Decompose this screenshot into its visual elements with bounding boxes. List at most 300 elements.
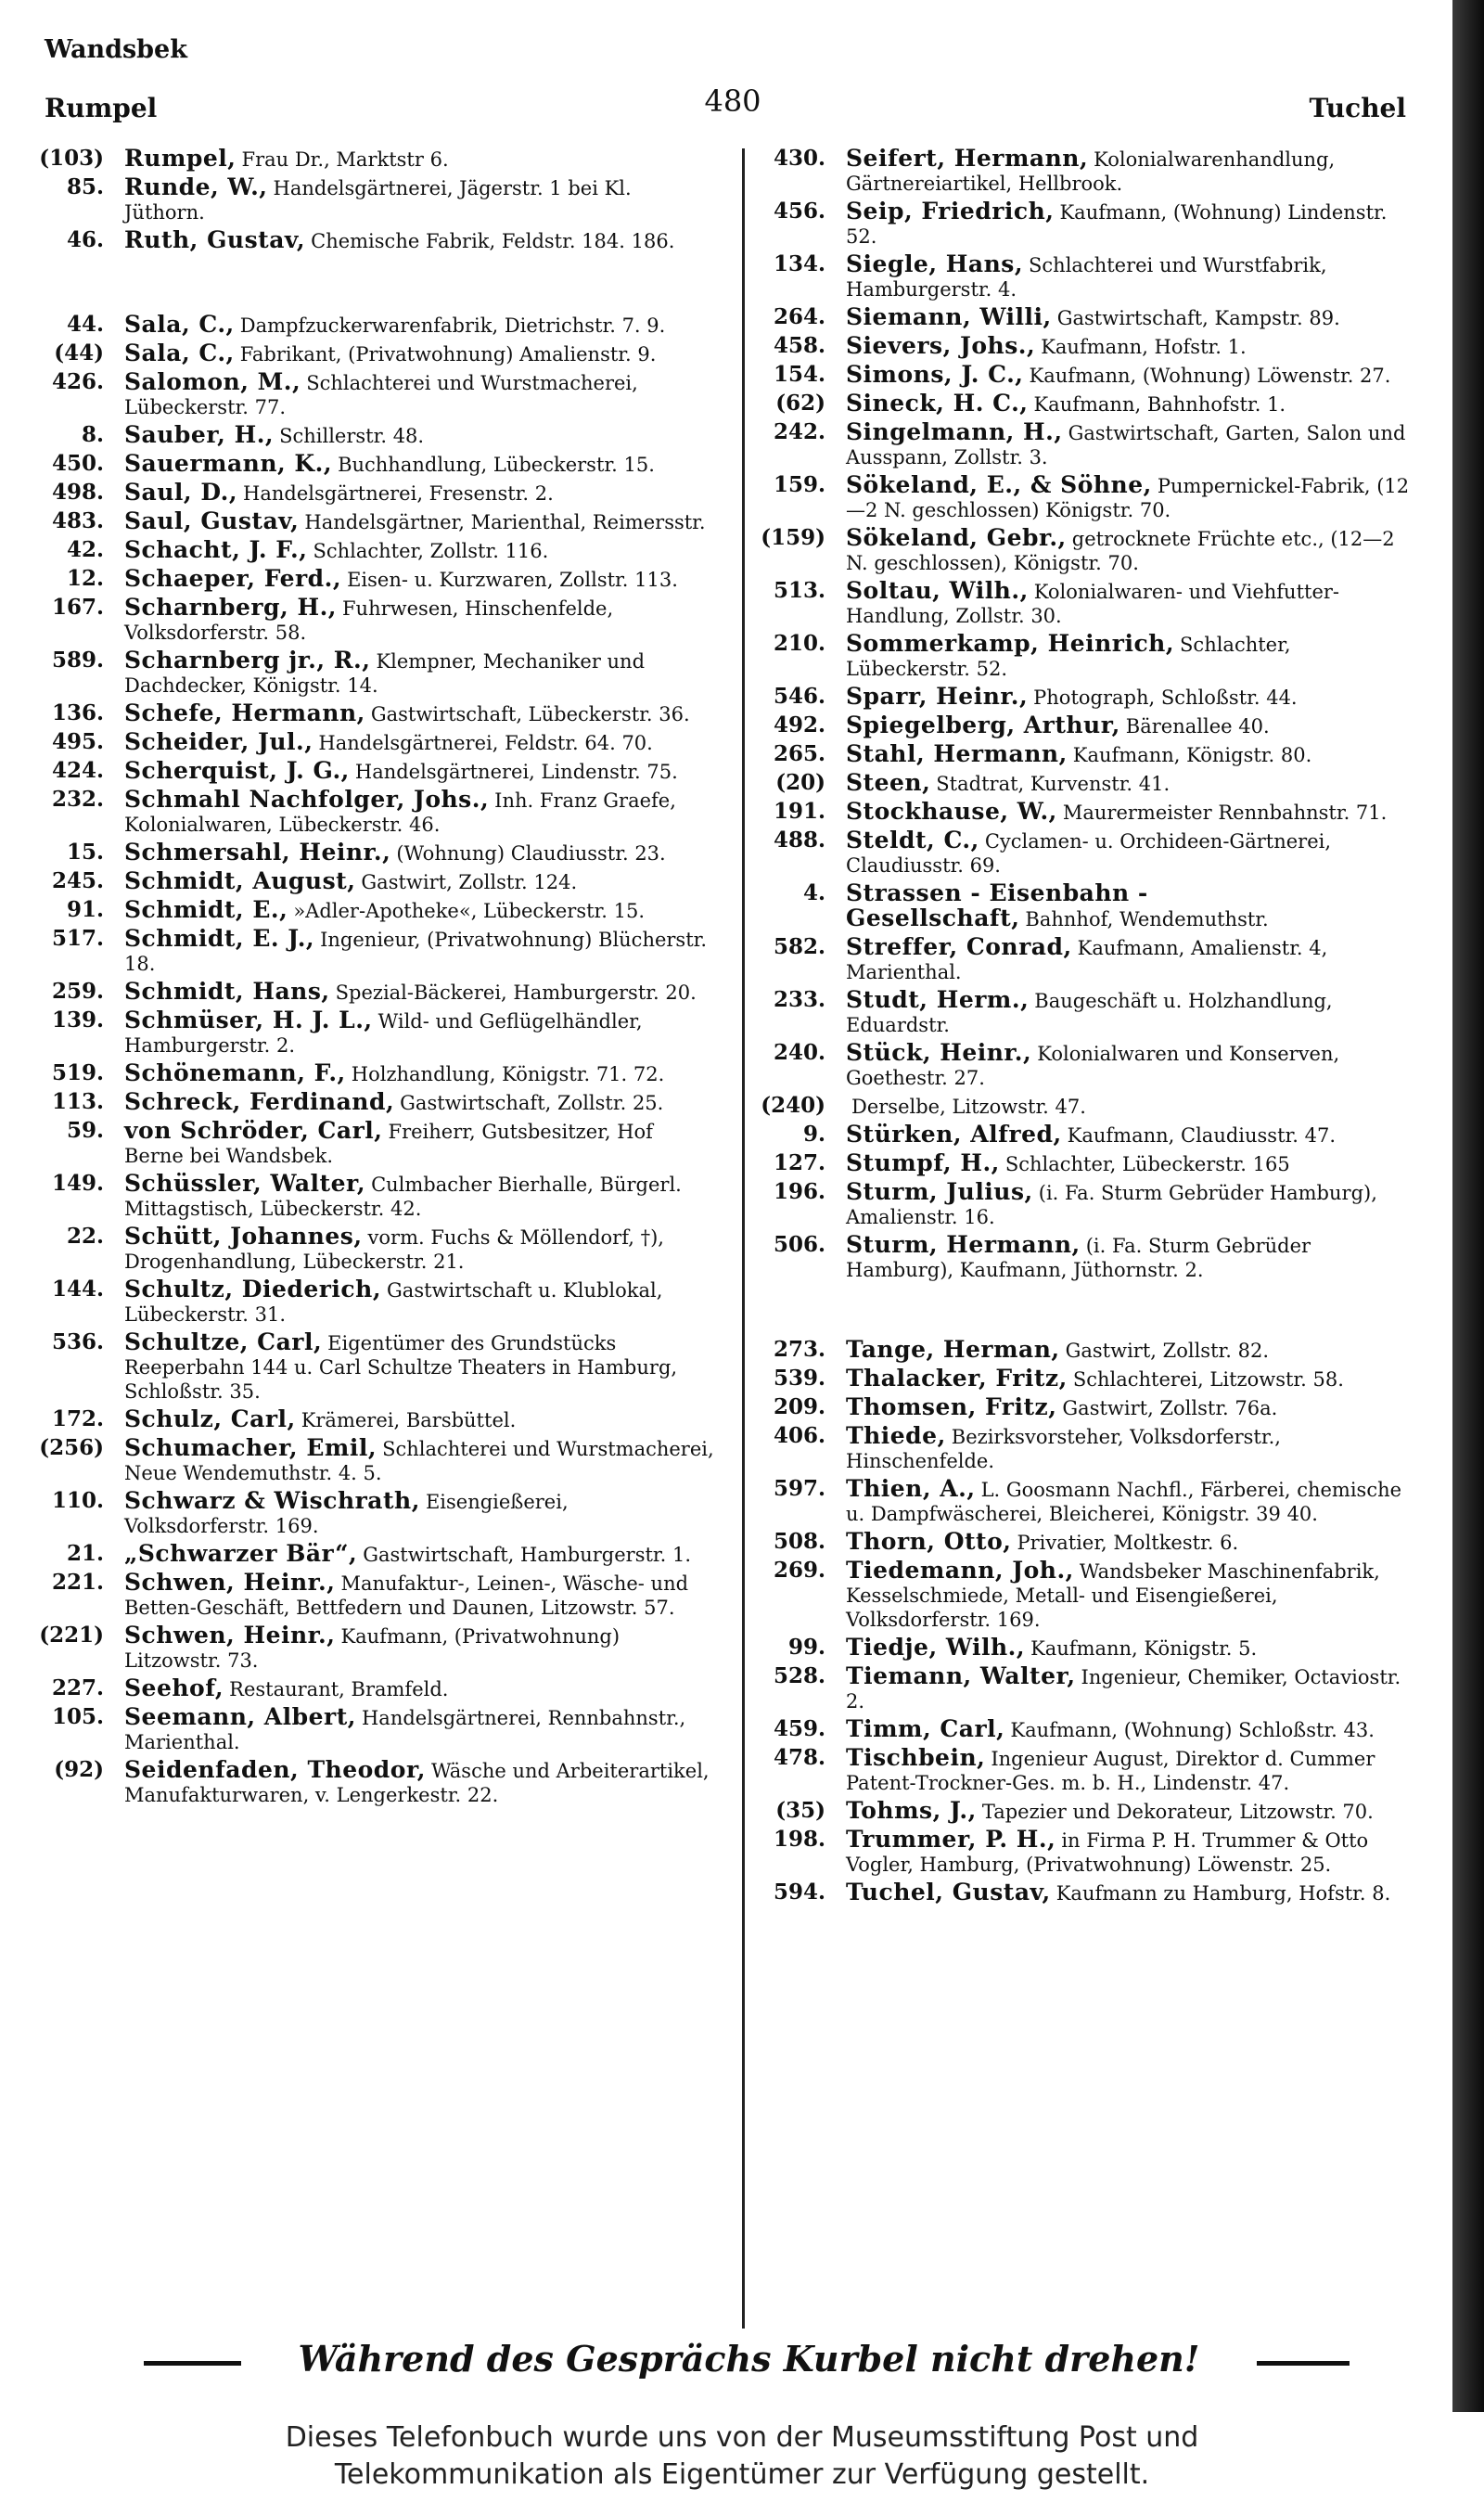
subscriber-details: Handelsgärtnerei, Lindenstr. 75. <box>354 761 678 783</box>
subscriber-details: (i. Fa. Sturm Gebrüder Hamburg), Amalienstr. 16. <box>846 1182 1377 1228</box>
notice-line-2: Telekommunikation als Eigentümer zur Verfügung gestellt. <box>334 2458 1150 2491</box>
subscriber-details: Kaufmann, (Privatwohnung) Litzowstr. 73. <box>124 1625 620 1672</box>
phone-number: 21. <box>66 1541 104 1566</box>
directory-entry <box>761 1799 1421 1824</box>
phone-number: (35) <box>775 1798 825 1823</box>
section-gap <box>39 257 716 313</box>
phone-number: 22. <box>66 1224 104 1249</box>
header-range-start: Rumpel <box>45 93 158 123</box>
subscriber-name: Sturm, Julius, <box>846 1178 1033 1205</box>
subscriber-details: Eisengießerei, Volksdorferstr. 169. <box>124 1491 569 1537</box>
entry-text <box>846 742 1421 767</box>
subscriber-details: Eisen- u. Kurzwaren, Zollstr. 113. <box>347 569 678 591</box>
directory-entry <box>39 1407 716 1432</box>
directory-entry <box>39 1225 716 1274</box>
subscriber-details: Handelsgärtnerei, Feldstr. 64. 70. <box>318 732 653 754</box>
directory-entry <box>39 980 716 1005</box>
subscriber-name: Strassen - Eisenbahn - Gesellschaft, <box>846 879 1148 931</box>
subscriber-details: Handelsgärtnerei, Fresenstr. 2. <box>243 482 554 505</box>
phone-number: 42. <box>66 537 104 562</box>
directory-entry <box>39 1277 716 1327</box>
entry-text <box>124 840 716 866</box>
entry-text <box>846 1880 1421 1905</box>
footer-rule-left <box>144 2361 241 2366</box>
directory-entry <box>761 579 1421 628</box>
subscriber-details: Manufaktur-, Leinen-, Wäsche- und Betten-Geschäft, Bettfedern und Daunen, Litzowstr. 57. <box>124 1572 689 1619</box>
subscriber-name: Timm, Carl, <box>846 1715 1005 1742</box>
directory-entry <box>39 313 716 338</box>
phone-number: (62) <box>775 391 825 416</box>
subscriber-details: Derselbe, Litzowstr. 47. <box>851 1096 1086 1118</box>
entry-text <box>124 147 716 172</box>
directory-entry <box>39 1330 716 1404</box>
subscriber-name: Sauber, H., <box>124 421 275 448</box>
phone-number: 149. <box>51 1171 104 1196</box>
subscriber-name: Rumpel, <box>124 145 237 172</box>
entry-text <box>846 1664 1421 1713</box>
entry-text <box>124 175 716 225</box>
subscriber-name: Schumacher, Emil, <box>124 1434 377 1461</box>
subscriber-details: Inh. Franz Graefe, Kolonialwaren, Lübeckerstr. 46. <box>124 789 676 836</box>
notice-line-1: Dieses Telefonbuch wurde uns von der Museumsstiftung Post und <box>285 2421 1199 2454</box>
entry-text <box>846 881 1421 931</box>
ownership-notice <box>0 2412 1484 2502</box>
subscriber-name: Scharnberg, H., <box>124 594 337 621</box>
phone-number: 506. <box>773 1232 825 1257</box>
subscriber-name: Sineck, H. C., <box>846 390 1029 417</box>
subscriber-name: Schefe, Hermann, <box>124 699 365 726</box>
subscriber-details: Gastwirtschaft, Hamburgerstr. 1. <box>363 1544 692 1566</box>
subscriber-name: Schultze, Carl, <box>124 1328 323 1355</box>
entry-text <box>124 1571 716 1620</box>
directory-entry <box>39 1436 716 1485</box>
subscriber-details: Gastwirtschaft u. Klublokal, Lübeckerstr. 31. <box>124 1279 663 1326</box>
entry-text <box>124 481 716 506</box>
subscriber-name: Saul, D., <box>124 479 238 506</box>
directory-entry <box>39 538 716 563</box>
entry-text <box>124 341 716 366</box>
subscriber-name: Tiedemann, Joh., <box>846 1557 1074 1584</box>
entry-text <box>124 1119 716 1168</box>
header-place: Wandsbek <box>45 35 187 64</box>
phone-number: 488. <box>773 828 825 853</box>
subscriber-name: Scharnberg jr., R., <box>124 647 371 674</box>
subscriber-name: Sala, C., <box>124 311 235 338</box>
subscriber-name: Stürken, Alfred, <box>846 1121 1062 1148</box>
directory-entry <box>39 1623 716 1673</box>
phone-number: 15. <box>66 840 104 865</box>
directory-entry <box>39 1571 716 1620</box>
entry-text <box>846 632 1421 681</box>
entry-text <box>846 1746 1421 1795</box>
subscriber-details: L. Goosmann Nachfl., Färberei, chemische u. Dampfwäscherei, Bleicherei, Königstr. 39 40. <box>846 1479 1402 1525</box>
subscriber-name: Schultz, Diederich, <box>124 1276 382 1302</box>
subscriber-details: Handelsgärtnerei, Rennbahnstr., Marienthal. <box>124 1707 686 1753</box>
directory-entry <box>39 1489 716 1538</box>
subscriber-name: Thiede, <box>846 1422 946 1449</box>
subscriber-details: Spezial-Bäckerei, Hamburgerstr. 20. <box>335 982 697 1004</box>
subscriber-details: Klempner, Mechaniker und Dachdecker, Königstr. 14. <box>124 650 646 697</box>
subscriber-details: Schlachter, Lübeckerstr. 165 <box>1004 1153 1290 1175</box>
subscriber-name: Streffer, Conrad, <box>846 933 1072 960</box>
phone-number: 159. <box>773 472 825 497</box>
subscriber-details: Bärenallee 40. <box>1125 715 1270 738</box>
subscriber-name: Thomsen, Fritz, <box>846 1393 1057 1420</box>
entry-text <box>124 370 716 419</box>
entry-text <box>124 980 716 1005</box>
entry-text <box>124 869 716 894</box>
subscriber-details: Gastwirt, Zollstr. 82. <box>1065 1340 1270 1362</box>
entry-text <box>124 1407 716 1432</box>
directory-entry <box>761 1636 1421 1661</box>
directory-entry <box>39 898 716 923</box>
entry-text <box>124 759 716 784</box>
entry-text <box>846 988 1421 1037</box>
directory-entry <box>39 701 716 726</box>
subscriber-name: Schmidt, E., <box>124 896 288 923</box>
subscriber-name: Spiegelberg, Arthur, <box>846 712 1120 738</box>
entry-text <box>846 526 1421 575</box>
entry-text <box>124 423 716 448</box>
phone-number: 242. <box>773 419 825 444</box>
entry-text <box>846 1366 1421 1392</box>
entry-text <box>124 1090 716 1115</box>
subscriber-name: Scherquist, J. G., <box>124 757 350 784</box>
directory-entry <box>39 341 716 366</box>
subscriber-details: Bezirksvorsteher, Volksdorferstr., Hinschenfelde. <box>846 1426 1281 1472</box>
directory-entry <box>39 509 716 534</box>
phone-number: 136. <box>51 700 104 725</box>
subscriber-name: Sökeland, Gebr., <box>846 524 1067 551</box>
phone-number: 4. <box>802 880 825 905</box>
directory-entry <box>761 473 1421 522</box>
directory-entry <box>761 881 1421 931</box>
directory-entry <box>39 481 716 506</box>
phone-number: (20) <box>775 770 825 795</box>
phone-number: 232. <box>51 787 104 812</box>
directory-entry <box>39 1705 716 1754</box>
directory-entry <box>761 420 1421 469</box>
entry-text <box>846 1477 1421 1526</box>
directory-entry <box>761 1123 1421 1148</box>
subscriber-details: Holzhandlung, Königstr. 71. 72. <box>351 1063 665 1085</box>
phone-number: 85. <box>66 174 104 199</box>
phone-number: 191. <box>773 799 825 824</box>
directory-entry <box>39 423 716 448</box>
entry-text <box>846 579 1421 628</box>
subscriber-details: Gastwirtschaft, Lübeckerstr. 36. <box>370 703 690 725</box>
subscriber-name: Schmidt, E. J., <box>124 925 315 952</box>
subscriber-name: Tiemann, Walter, <box>846 1662 1076 1689</box>
subscriber-details: Kolonialwarenhandlung, Gärtnereiartikel, Hellbrook. <box>846 148 1336 195</box>
entry-text <box>846 771 1421 796</box>
subscriber-name: Schmersahl, Heinr., <box>124 839 391 866</box>
directory-entry <box>761 305 1421 330</box>
subscriber-name: Sturm, Hermann, <box>846 1231 1081 1258</box>
directory-entry <box>761 1338 1421 1363</box>
entry-text <box>124 1008 716 1058</box>
subscriber-name: Seip, Friedrich, <box>846 198 1055 225</box>
entry-text <box>846 828 1421 878</box>
phone-number: 221. <box>51 1570 104 1595</box>
phone-number: 9. <box>802 1122 825 1147</box>
entry-text <box>846 713 1421 738</box>
phone-number: 227. <box>51 1675 104 1700</box>
subscriber-name: Schmidt, Hans, <box>124 978 330 1005</box>
directory-entry <box>39 228 716 253</box>
subscriber-name: Singelmann, H., <box>846 418 1063 445</box>
phone-number: 134. <box>773 251 825 276</box>
phone-number: 240. <box>773 1040 825 1065</box>
entry-text <box>124 1542 716 1567</box>
entry-text <box>846 1338 1421 1363</box>
subscriber-name: Stahl, Hermann, <box>846 740 1068 767</box>
directory-entry <box>761 1094 1421 1119</box>
directory-entry <box>761 1233 1421 1282</box>
directory-entry <box>761 1717 1421 1742</box>
phone-number: 167. <box>51 595 104 620</box>
subscriber-name: Schwarz & Wischrath, <box>124 1487 420 1514</box>
phone-number: 264. <box>773 304 825 329</box>
entry-text <box>124 538 716 563</box>
directory-entry <box>761 828 1421 878</box>
directory-entry <box>761 1530 1421 1555</box>
left-column <box>39 147 716 1811</box>
entry-text <box>124 1758 716 1807</box>
column-divider <box>742 148 745 2329</box>
phone-number: 46. <box>66 227 104 252</box>
subscriber-name: Schulz, Carl, <box>124 1405 296 1432</box>
subscriber-name: Sökeland, E., & Söhne, <box>846 471 1152 498</box>
phone-number: 406. <box>773 1423 825 1448</box>
subscriber-name: Tohms, J., <box>846 1797 977 1824</box>
subscriber-name: Scheider, Jul., <box>124 728 313 755</box>
subscriber-details: Schlachter, Zollstr. 116. <box>313 540 549 562</box>
subscriber-name: Schmidt, August, <box>124 867 356 894</box>
directory-entry <box>761 1880 1421 1905</box>
subscriber-details: Wäsche und Arbeiterartikel, Manufakturwaren, v. Lengerkestr. 22. <box>124 1760 710 1806</box>
directory-entry <box>761 1746 1421 1795</box>
subscriber-name: Sauermann, K., <box>124 450 333 477</box>
directory-entry <box>761 632 1421 681</box>
phone-number: (221) <box>39 1623 104 1648</box>
subscriber-details: Kaufmann, Königstr. 5. <box>1030 1637 1258 1660</box>
entry-text <box>124 1225 716 1274</box>
footer-rule-right <box>1257 2361 1350 2366</box>
phone-number: 144. <box>51 1277 104 1302</box>
subscriber-name: Siegle, Hans, <box>846 250 1024 277</box>
directory-entry <box>39 1676 716 1701</box>
entry-text <box>846 1424 1421 1473</box>
entry-text <box>124 1061 716 1086</box>
entry-text <box>846 147 1421 196</box>
subscriber-details: Buchhandlung, Lübeckerstr. 15. <box>338 454 655 476</box>
subscriber-details: Kaufmann, (Wohnung) Löwenstr. 27. <box>1029 365 1391 387</box>
directory-entry <box>761 1041 1421 1090</box>
phone-number: 458. <box>773 333 825 358</box>
entry-text <box>846 1123 1421 1148</box>
subscriber-details: Bahnhof, Wendemuthstr. <box>1025 908 1269 930</box>
subscriber-name: Tischbein, <box>846 1744 986 1771</box>
section-gap <box>761 1286 1421 1338</box>
entry-text <box>846 1233 1421 1282</box>
directory-entry <box>761 1151 1421 1176</box>
subscriber-name: „Schwarzer Bär“, <box>124 1540 358 1567</box>
subscriber-name: Simons, J. C., <box>846 361 1024 388</box>
directory-entry <box>761 1477 1421 1526</box>
phone-number: 99. <box>787 1635 825 1660</box>
entry-text <box>846 935 1421 984</box>
phone-number: 59. <box>66 1118 104 1143</box>
phone-number: 139. <box>51 1007 104 1033</box>
directory-entry <box>761 1395 1421 1420</box>
scan-edge-shadow <box>1452 0 1484 2412</box>
entry-text <box>846 1828 1421 1877</box>
directory-entry <box>39 567 716 592</box>
directory-entry <box>39 1758 716 1807</box>
phone-number: 127. <box>773 1150 825 1175</box>
phone-number: 594. <box>773 1880 825 1905</box>
phone-number: (159) <box>761 525 825 550</box>
subscriber-details: Schillerstr. 48. <box>279 425 425 447</box>
phone-number: 582. <box>773 934 825 959</box>
phone-number: 536. <box>51 1329 104 1354</box>
phone-number: 513. <box>773 578 825 603</box>
directory-entry <box>39 869 716 894</box>
subscriber-details: Ingenieur August, Direktor d. Cummer Patent-Trockner-Ges. m. b. H., Lindenstr. 47. <box>846 1748 1375 1794</box>
directory-entry <box>39 452 716 477</box>
phone-number: 478. <box>773 1745 825 1770</box>
subscriber-details: Frau Dr., Marktstr 6. <box>241 148 449 171</box>
directory-entry <box>761 742 1421 767</box>
entry-text <box>124 927 716 976</box>
directory-entry <box>761 1664 1421 1713</box>
subscriber-details: Gastwirtschaft, Garten, Salon und Ausspann, Zollstr. 3. <box>846 422 1406 468</box>
entry-text <box>124 788 716 837</box>
subscriber-details: Tapezier und Dekorateur, Litzowstr. 70. <box>981 1801 1374 1823</box>
page-number: 480 <box>704 83 761 119</box>
subscriber-name: Schmahl Nachfolger, Johs., <box>124 786 490 813</box>
entry-text <box>846 1180 1421 1229</box>
directory-entry <box>761 1180 1421 1229</box>
subscriber-name: Stumpf, H., <box>846 1149 1000 1176</box>
entry-text <box>846 391 1421 417</box>
directory-entry <box>39 1542 716 1567</box>
subscriber-details: Kaufmann, (Wohnung) Lindenstr. 52. <box>846 201 1388 248</box>
entry-text <box>846 1717 1421 1742</box>
directory-entry <box>761 771 1421 796</box>
subscriber-details: Gastwirt, Zollstr. 124. <box>361 871 578 893</box>
entry-text <box>124 1676 716 1701</box>
directory-entry <box>39 788 716 837</box>
subscriber-details: Chemische Fabrik, Feldstr. 184. 186. <box>311 230 675 252</box>
right-column <box>761 147 1421 1909</box>
entry-text <box>124 1330 716 1404</box>
phone-number: 172. <box>51 1406 104 1431</box>
entry-text <box>124 452 716 477</box>
entry-text <box>846 1395 1421 1420</box>
phone-number: 196. <box>773 1179 825 1204</box>
directory-entry <box>39 759 716 784</box>
subscriber-details: Wild- und Geflügelhändler, Hamburgerstr. 2. <box>124 1010 643 1057</box>
entry-text <box>124 1705 716 1754</box>
subscriber-details: Cyclamen- u. Orchideen-Gärtnerei, Claudiusstr. 69. <box>846 830 1332 877</box>
subscriber-name: Stück, Heinr., <box>846 1039 1032 1066</box>
subscriber-name: Thien, A., <box>846 1475 976 1502</box>
entry-text <box>846 305 1421 330</box>
phone-number: 430. <box>773 146 825 171</box>
subscriber-name: Seemann, Albert, <box>124 1703 356 1730</box>
phone-number: (44) <box>54 340 104 366</box>
phone-number: 8. <box>81 422 104 447</box>
subscriber-details: Pumpernickel-Fabrik, (12—2 N. geschlossen) Königstr. 70. <box>846 475 1410 521</box>
directory-entry <box>39 1061 716 1086</box>
phone-number: 498. <box>51 480 104 505</box>
phone-number: 539. <box>773 1366 825 1391</box>
directory-entry <box>39 840 716 866</box>
phone-number: 12. <box>66 566 104 591</box>
entry-text <box>846 473 1421 522</box>
directory-entry <box>761 1366 1421 1392</box>
entry-text <box>124 1623 716 1673</box>
subscriber-details: Schlachter, Lübeckerstr. 52. <box>846 634 1291 680</box>
directory-entry <box>761 363 1421 388</box>
entry-text <box>124 1277 716 1327</box>
subscriber-details: Ingenieur, Chemiker, Octaviostr. 2. <box>846 1666 1401 1713</box>
subscriber-details: Baugeschäft u. Holzhandlung, Eduardstr. <box>846 990 1333 1036</box>
subscriber-name: Sala, C., <box>124 340 235 366</box>
directory-entry <box>39 596 716 645</box>
subscriber-name: Sievers, Johs., <box>846 332 1036 359</box>
header-range-end: Tuchel <box>1309 93 1406 123</box>
phone-number: 459. <box>773 1716 825 1741</box>
subscriber-details: (Wohnung) Claudiusstr. 23. <box>396 842 666 865</box>
subscriber-details: Fabrikant, (Privatwohnung) Amalienstr. 9. <box>239 343 657 366</box>
subscriber-details: in Firma P. H. Trummer & Otto Vogler, Hamburg, (Privatwohnung) Löwenstr. 25. <box>846 1829 1369 1876</box>
phone-number: (103) <box>39 146 104 171</box>
entry-text <box>124 730 716 755</box>
phone-number: 426. <box>51 369 104 394</box>
subscriber-details: Schlachterei und Wurstmacherei, Lübeckerstr. 77. <box>124 372 638 418</box>
phone-number: 233. <box>773 987 825 1012</box>
phone-number: 517. <box>51 926 104 951</box>
phone-number: 113. <box>51 1089 104 1114</box>
subscriber-details: Kaufmann, (Wohnung) Schloßstr. 43. <box>1010 1719 1375 1741</box>
entry-text <box>846 1041 1421 1090</box>
entry-text <box>124 509 716 534</box>
phone-number: 105. <box>51 1704 104 1729</box>
subscriber-name: Schwen, Heinr., <box>124 1622 336 1649</box>
entry-text <box>846 363 1421 388</box>
subscriber-name: Sparr, Heinr., <box>846 683 1029 710</box>
subscriber-name: Soltau, Wilh., <box>846 577 1029 604</box>
subscriber-details: Kaufmann, Königstr. 80. <box>1072 744 1312 766</box>
subscriber-details: Gastwirtschaft, Kampstr. 89. <box>1056 307 1340 329</box>
subscriber-details: Kolonialwaren und Konserven, Goethestr. 27. <box>846 1043 1340 1089</box>
phone-number: 273. <box>773 1337 825 1362</box>
subscriber-name: Seidenfaden, Theodor, <box>124 1756 427 1783</box>
subscriber-details: Gastwirt, Zollstr. 76a. <box>1062 1397 1278 1419</box>
subscriber-name: von Schröder, Carl, <box>124 1117 383 1144</box>
entry-text <box>846 420 1421 469</box>
entry-text <box>124 1436 716 1485</box>
subscriber-details: Kaufmann, Claudiusstr. 47. <box>1067 1124 1336 1147</box>
phone-number: 546. <box>773 684 825 709</box>
subscriber-details: Gastwirtschaft, Zollstr. 25. <box>400 1092 664 1114</box>
entry-text <box>846 1094 1421 1119</box>
directory-entry <box>39 1172 716 1221</box>
entry-text <box>846 1559 1421 1632</box>
